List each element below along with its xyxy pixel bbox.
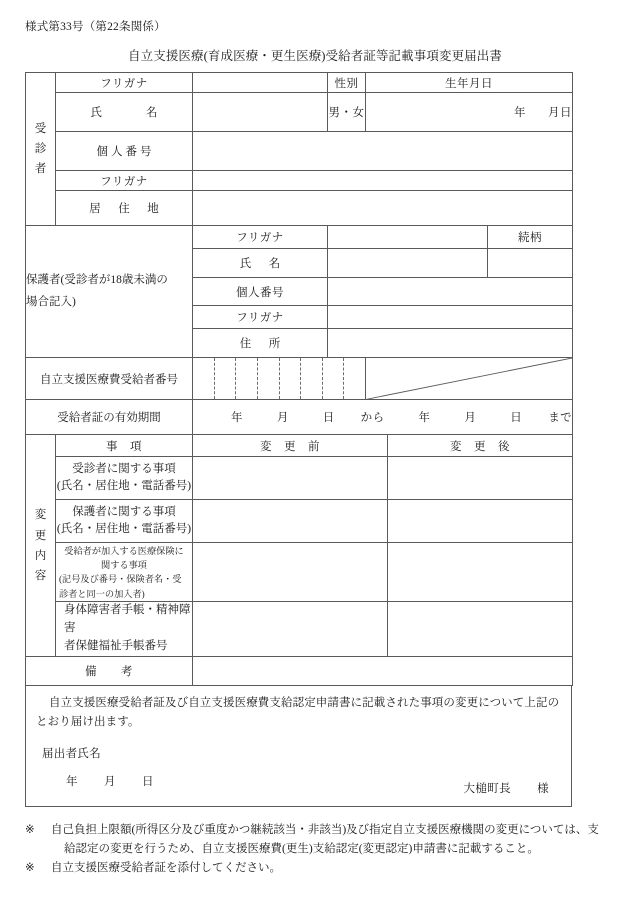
number-cell[interactable] xyxy=(323,358,345,399)
patient-furigana2-value[interactable] xyxy=(193,171,573,191)
page-title: 自立支援医療(育成医療・更生医療)受給者証等記載事項変更届出書 xyxy=(128,49,502,63)
period-to-month: 月 xyxy=(464,412,477,425)
guardian-block-label xyxy=(26,226,193,358)
number-cell[interactable] xyxy=(301,358,323,399)
change-before-guardian[interactable] xyxy=(193,500,388,543)
patient-address-value[interactable] xyxy=(193,191,573,226)
date-year-label: 年 xyxy=(66,775,78,788)
guardian-mynumber-value[interactable] xyxy=(328,278,573,306)
change-after-handbook[interactable] xyxy=(388,602,573,656)
beneficiary-number-label: 自立支援医療費受給者番号 xyxy=(26,358,193,400)
change-header-after: 変 更 後 xyxy=(388,435,573,457)
footnote-item xyxy=(25,859,615,878)
change-vertical-char-2: 更 xyxy=(34,529,47,542)
declaration-box xyxy=(25,685,572,807)
footnote-mark: ※ xyxy=(25,862,35,875)
form-code: 様式第33号（第22条関係） xyxy=(25,21,166,33)
main-form-table xyxy=(25,72,573,686)
guardian-relation-header: 続柄 xyxy=(488,226,573,249)
patient-address-label: 居 住 地 xyxy=(56,191,193,226)
patient-vertical-label xyxy=(26,73,56,226)
table-row-guardian-furigana xyxy=(26,226,573,249)
table-row-patient-mynumber xyxy=(26,132,573,171)
change-after-guardian[interactable] xyxy=(388,500,573,543)
declaration-line1: 自立支援医療受給者証及び自立支援医療費支給認定申請書に記載された事項の変更について上記の xyxy=(49,697,560,709)
birth-year-label: 年 xyxy=(514,107,527,119)
table-row-validity-period xyxy=(26,400,573,435)
number-cell[interactable] xyxy=(344,358,365,399)
change-row-label-handbook xyxy=(56,602,193,656)
patient-name-value[interactable] xyxy=(193,93,328,132)
change-label-line2: (氏名・居住地・電話番号) xyxy=(56,523,192,536)
table-row-remarks xyxy=(26,656,573,685)
guardian-furigana-label: フリガナ xyxy=(193,226,328,249)
validity-period-value[interactable] xyxy=(193,400,573,435)
guardian-furigana2-value[interactable] xyxy=(328,306,573,329)
guardian-furigana2-label: フリガナ xyxy=(193,306,328,329)
table-row-change-handbook xyxy=(26,602,573,656)
period-to-day: 日 xyxy=(510,412,523,425)
guardian-mynumber-label: 個人番号 xyxy=(193,278,328,306)
guardian-address-value[interactable] xyxy=(328,329,573,358)
footnote-line1: 自立支援医療受給者証を添付してください。 xyxy=(51,862,281,875)
addressee-name: 大槌町長 xyxy=(463,782,512,795)
patient-mynumber-label: 個人番号 xyxy=(56,132,193,171)
change-label-line1: 保護者に関する事項 xyxy=(72,505,176,518)
footnote-body xyxy=(51,859,615,878)
birth-month-label: 月 xyxy=(548,107,561,119)
change-before-patient[interactable] xyxy=(193,457,388,500)
change-after-patient[interactable] xyxy=(388,457,573,500)
change-label-line2: (氏名・居住地・電話番号) xyxy=(56,480,192,493)
remarks-value[interactable] xyxy=(193,656,573,685)
declaration-line2: とおり届け出ます。 xyxy=(36,715,140,728)
patient-furigana-label: フリガナ xyxy=(56,73,193,93)
table-row-patient-name xyxy=(26,93,573,132)
guardian-relation-value[interactable] xyxy=(488,249,573,278)
period-to-word: まで xyxy=(548,412,573,425)
change-row-label-insurance xyxy=(56,543,193,602)
change-header-before: 変 更 前 xyxy=(193,435,388,457)
change-vertical-char-3: 内 xyxy=(34,549,47,562)
patient-vertical-char-3: 者 xyxy=(34,163,47,176)
footnote-line1: 自己負担上限額(所得区分及び重度かつ継続該当・非該当)及び指定自立支援医療機関の変更については、支 xyxy=(51,824,599,836)
patient-furigana-value[interactable] xyxy=(193,73,328,93)
birthdate-header: 生年月日 xyxy=(366,73,573,93)
addressee-honorific: 様 xyxy=(537,782,549,795)
guardian-name-label: 氏 名 xyxy=(193,249,328,278)
period-from-year: 年 xyxy=(230,412,243,425)
gender-value[interactable]: 男・女 xyxy=(328,93,366,132)
patient-name-label: 氏 名 xyxy=(56,93,193,132)
table-row-change-insurance xyxy=(26,543,573,602)
table-row-patient-furigana2 xyxy=(26,171,573,191)
period-from-month: 月 xyxy=(276,412,289,425)
change-header-item: 事 項 xyxy=(56,435,193,457)
guardian-block-label-line1: 保護者(受診者が18歳未満の xyxy=(26,273,168,286)
change-label-line1: 身体障害者手帳・精神障害 xyxy=(64,604,191,635)
date-day-label: 日 xyxy=(142,775,154,788)
footnote-body xyxy=(51,821,615,858)
table-row-patient-furigana xyxy=(26,73,573,93)
table-row-change-guardian xyxy=(26,500,573,543)
change-vertical-char-4: 容 xyxy=(34,569,47,582)
guardian-name-value[interactable] xyxy=(328,249,488,278)
number-cell[interactable] xyxy=(258,358,280,399)
change-label-line1: 受給者が加入する医療保険に xyxy=(64,545,184,556)
patient-mynumber-value[interactable] xyxy=(193,132,573,171)
table-row-beneficiary-number xyxy=(26,358,573,400)
guardian-furigana-value[interactable] xyxy=(328,226,488,249)
change-vertical-char-1: 変 xyxy=(34,509,47,522)
change-label-line3: (記号及び番号・保険者名・受 xyxy=(59,574,182,585)
period-to-year: 年 xyxy=(418,412,431,425)
footnote-item xyxy=(25,821,615,858)
number-cell[interactable] xyxy=(215,358,237,399)
patient-vertical-char-1: 受 xyxy=(34,122,47,135)
guardian-block-label-line2: 場合記入) xyxy=(26,295,76,308)
remarks-label: 備 考 xyxy=(26,656,193,685)
number-cell[interactable] xyxy=(193,358,215,399)
footnote-line2: 給認定の変更を行うため、自立支援医療費(更生)支給認定(変更認定)申請書に記載すること。 xyxy=(64,842,539,855)
change-label-line2: 者保健福祉手帳番号 xyxy=(64,640,168,653)
period-from-word: から xyxy=(360,412,385,425)
table-row-change-patient xyxy=(26,457,573,500)
beneficiary-number-strikeout xyxy=(366,358,573,400)
change-before-insurance[interactable] xyxy=(193,543,388,602)
period-from-day: 日 xyxy=(322,412,335,425)
date-month-label: 月 xyxy=(104,775,116,788)
footnotes xyxy=(25,821,615,879)
change-vertical-label xyxy=(26,435,56,656)
number-cell[interactable] xyxy=(236,358,258,399)
change-row-label-patient xyxy=(56,457,193,500)
change-label-line4: 診者と同一の加入者) xyxy=(59,588,145,599)
birthdate-value[interactable] xyxy=(366,93,573,132)
gender-header: 性別 xyxy=(328,73,366,93)
declaration-text xyxy=(26,685,571,732)
table-row-patient-address xyxy=(26,191,573,226)
beneficiary-number-value[interactable] xyxy=(193,358,366,400)
beneficiary-number-cells xyxy=(193,358,365,399)
change-row-label-guardian xyxy=(56,500,193,543)
change-before-handbook[interactable] xyxy=(193,602,388,656)
birth-day-label: 日 xyxy=(560,107,573,119)
validity-period-label: 受給者証の有効期間 xyxy=(26,400,193,435)
change-after-insurance[interactable] xyxy=(388,543,573,602)
table-row-change-header xyxy=(26,435,573,457)
submitter-name-label[interactable]: 届出者氏名 xyxy=(42,747,101,760)
patient-vertical-char-2: 診 xyxy=(34,142,47,155)
change-label-line1: 受診者に関する事項 xyxy=(72,462,176,475)
footnote-mark: ※ xyxy=(25,824,35,836)
change-label-line2: 関する事項 xyxy=(101,560,147,571)
number-cell[interactable] xyxy=(280,358,302,399)
patient-furigana2-label: フリガナ xyxy=(56,171,193,191)
guardian-address-label: 住 所 xyxy=(193,329,328,358)
